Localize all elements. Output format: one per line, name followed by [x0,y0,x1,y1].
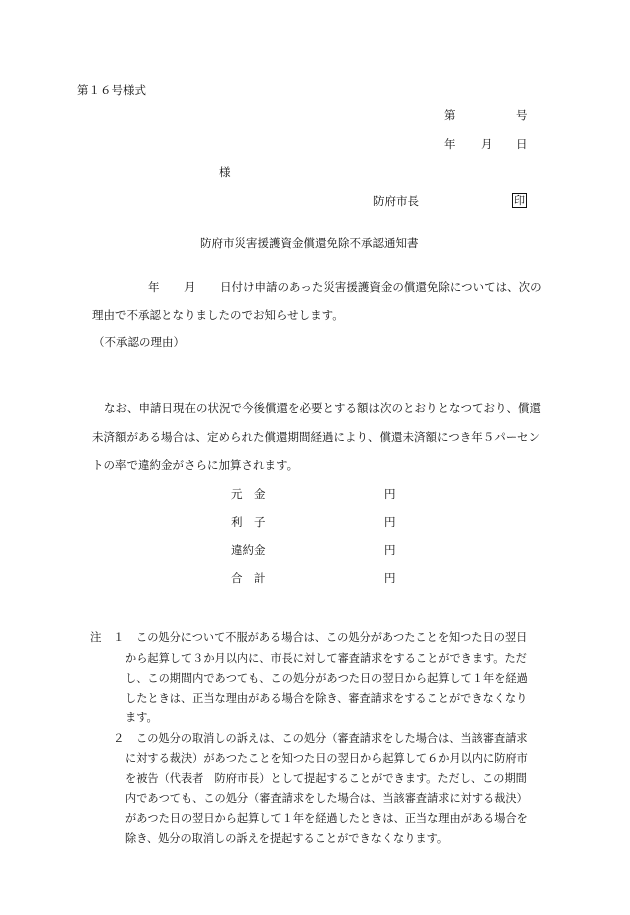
note-2-line-2: に対する裁決）があつたことを知つた日の翌日から起算して６か月以内に防府市 [125,752,528,765]
notes-label: 注 [90,630,102,644]
reason-heading: （不承認の理由） [93,335,185,349]
note-1-line-1: この処分について不服がある場合は、この処分があつたことを知つた日の翌日 [136,631,528,644]
note-2-line-1: この処分の取消しの訴えは、この処分（審査請求をした場合は、当該審査請求 [136,732,528,745]
intro-month: 月 [184,280,196,294]
notice-line-1: なお、申請日現在の状況で今後償還を必要とする額は次のとおりとなつており、償還 [104,401,541,415]
intro-line-2: 理由で不承認となりましたのでお知らせします。 [92,308,344,322]
note-1-line-4: したときは、正当な理由がある場合を除き、審査請求をすることができなくなり [125,692,528,705]
intro-line-1: 日付け申請のあった災害援護資金の償還免除については、次の [220,280,542,294]
amount-label-penalty: 違約金 [231,543,266,557]
note-2-line-5: があつた日の翌日から起算して１年を経過したときは、正当な理由がある場合を [125,812,528,825]
date-day: 日 [516,137,528,151]
note-1-line-3: し、この期間内であつても、この処分があつた日の翌日から起算して１年を経過 [125,672,528,685]
date-month: 月 [481,137,493,151]
amount-label-principal: 元 金 [231,487,266,501]
seal-text: 印 [514,194,525,207]
date-year: 年 [444,137,456,151]
note-1-line-2: から起算して３か月以内に、市長に対して審査請求をすることができます。ただ [125,652,527,665]
amount-label-total: 合 計 [231,571,266,585]
seal-mark [512,193,527,208]
notice-line-3: トの率で違約金がさらに加算されます。 [92,458,299,472]
note-2-line-6: 除き、処分の取消しの訴えを提起することができなくなります。 [125,832,449,845]
doc-number-prefix: 第 [444,108,456,122]
notice-line-2: 未済額がある場合は、定められた償還期間経過により、償還未済額につき年５パーセン [92,430,541,444]
amount-unit-total: 円 [384,571,396,585]
note-2-line-4: 内であつても、この処分（審査請求をした場合は、当該審査請求に対する裁決） [125,792,528,805]
amount-label-interest: 利 子 [231,515,266,529]
addressee-suffix: 様 [219,165,231,179]
amount-unit-principal: 円 [384,487,396,501]
amount-unit-penalty: 円 [384,543,396,557]
note-1-line-5: ます。 [125,711,158,724]
doc-number-suffix: 号 [516,108,528,122]
issuer: 防府市長 [373,194,419,208]
note-2-line-3: を被告（代表者 防府市長）として提起することができます。ただし、この期間 [125,772,527,785]
note-1-number: １ [113,630,125,644]
amount-unit-interest: 円 [384,515,396,529]
form-number: 第１６号様式 [77,83,146,97]
intro-year: 年 [148,280,160,294]
note-2-number: ２ [113,731,125,745]
document-title: 防府市災害援護資金償還免除不承認通知書 [200,236,419,250]
